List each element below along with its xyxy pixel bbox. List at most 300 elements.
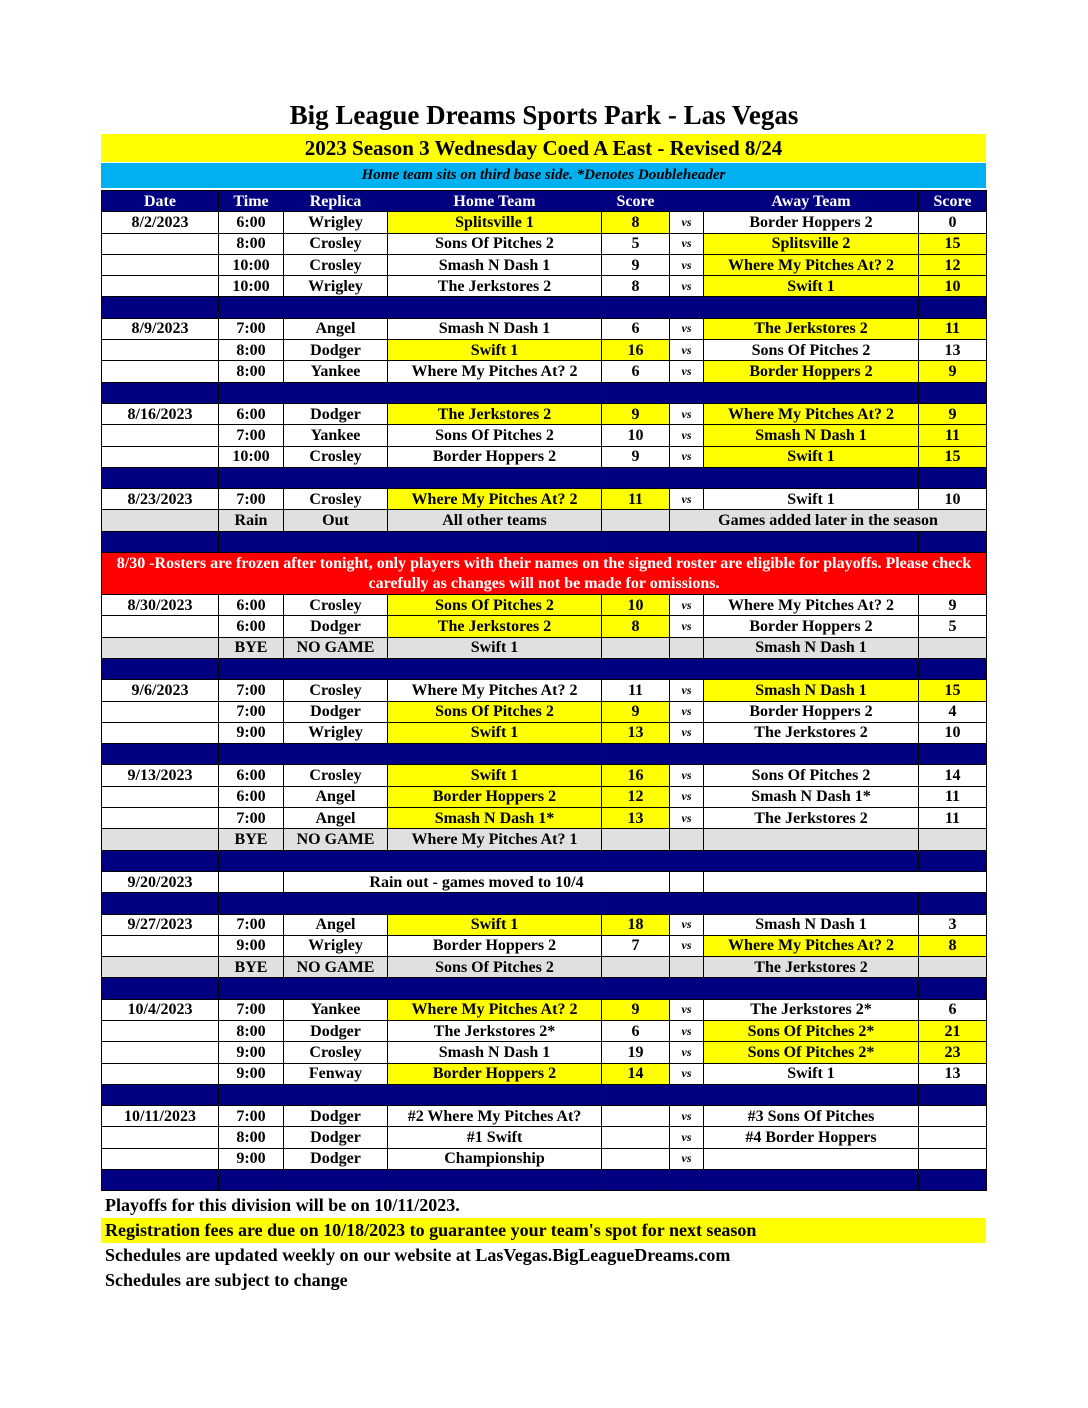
away-team: Smash N Dash 1*: [704, 786, 919, 807]
home-team: The Jerkstores 2: [388, 276, 602, 297]
game-time: 6:00: [219, 786, 284, 807]
home-team-note: Home team sits on third base side. *Denotes Doubleheader: [101, 163, 986, 188]
game-field: Fenway: [284, 1063, 388, 1084]
away-team: Border Hoppers 2: [704, 361, 919, 382]
separator-cell: [704, 850, 919, 871]
separator-cell: [102, 531, 219, 552]
game-field: Crosley: [284, 446, 388, 467]
vs-label: vs: [670, 1148, 704, 1169]
away-score: 3: [919, 914, 987, 935]
separator-cell: [102, 297, 219, 318]
home-score: 11: [602, 489, 670, 510]
game-time: 7:00: [219, 318, 284, 339]
game-time: 8:00: [219, 1020, 284, 1041]
away-team: The Jerkstores 2*: [704, 999, 919, 1020]
separator-cell: [388, 382, 602, 403]
separator-row: [102, 850, 987, 871]
game-time: 7:00: [219, 680, 284, 701]
separator-cell: [670, 1170, 704, 1191]
separator-cell: [704, 297, 919, 318]
separator-cell: [919, 531, 987, 552]
game-date: 8/9/2023: [102, 318, 219, 339]
vs-label: vs: [670, 680, 704, 701]
game-date: [102, 340, 219, 361]
home-team: The Jerkstores 2: [388, 403, 602, 424]
website-note: Schedules are updated weekly on our website at LasVegas.BigLeagueDreams.com: [105, 1245, 731, 1265]
separator-cell: [919, 1084, 987, 1105]
game-time: 7:00: [219, 1106, 284, 1127]
home-team: Where My Pitches At? 2: [388, 999, 602, 1020]
separator-cell: [284, 1170, 388, 1191]
game-date: [102, 361, 219, 382]
home-score: 7: [602, 935, 670, 956]
game-field: Wrigley: [284, 276, 388, 297]
game-time: 10:00: [219, 276, 284, 297]
game-date: [102, 233, 219, 254]
separator-cell: [919, 978, 987, 999]
vs-label: vs: [670, 446, 704, 467]
game-date: [102, 1063, 219, 1084]
empty-cell: [704, 871, 987, 892]
home-score: 6: [602, 361, 670, 382]
game-field: Dodger: [284, 340, 388, 361]
header-home-score: Score: [602, 191, 670, 212]
game-time: 7:00: [219, 914, 284, 935]
separator-cell: [388, 297, 602, 318]
game-time: 10:00: [219, 446, 284, 467]
separator-row: [102, 658, 987, 679]
separator-row: [102, 1084, 987, 1105]
game-date: [102, 786, 219, 807]
separator-cell: [284, 658, 388, 679]
game-row: [102, 340, 987, 361]
game-date: [102, 616, 219, 637]
separator-cell: [670, 531, 704, 552]
vs-label: vs: [670, 403, 704, 424]
home-team: Swift 1: [388, 722, 602, 743]
away-team: Sons Of Pitches 2*: [704, 1020, 919, 1041]
separator-cell: [102, 893, 219, 914]
header-home-team: Home Team: [388, 191, 602, 212]
separator-cell: [670, 850, 704, 871]
game-date: [102, 510, 219, 531]
empty-cell: [919, 829, 987, 850]
vs-label: vs: [670, 999, 704, 1020]
away-team: Swift 1: [704, 276, 919, 297]
header-replica: Replica: [284, 191, 388, 212]
game-time: 8:00: [219, 1127, 284, 1148]
home-score: 19: [602, 1042, 670, 1063]
away-team: Smash N Dash 1: [704, 425, 919, 446]
bye-team-home: Where My Pitches At? 1: [388, 829, 602, 850]
header-away-team: Away Team: [704, 191, 919, 212]
vs-label: vs: [670, 212, 704, 233]
game-date: [102, 1148, 219, 1169]
separator-cell: [602, 744, 670, 765]
game-field: Crosley: [284, 765, 388, 786]
header-vs: [670, 191, 704, 212]
separator-cell: [602, 978, 670, 999]
vs-label: vs: [670, 1127, 704, 1148]
separator-cell: [102, 382, 219, 403]
game-field: Crosley: [284, 595, 388, 616]
vs-label: vs: [670, 914, 704, 935]
separator-cell: [704, 1084, 919, 1105]
separator-cell: [284, 1084, 388, 1105]
away-score: 15: [919, 446, 987, 467]
game-date: [102, 1127, 219, 1148]
game-field: Angel: [284, 808, 388, 829]
separator-cell: [388, 978, 602, 999]
away-team: The Jerkstores 2: [704, 318, 919, 339]
game-time: 8:00: [219, 361, 284, 382]
separator-cell: [284, 531, 388, 552]
registration-note: Registration fees are due on 10/18/2023 to guarantee your team's spot for next season: [101, 1218, 986, 1243]
vs-label: vs: [670, 765, 704, 786]
separator-cell: [602, 382, 670, 403]
game-date: [102, 1042, 219, 1063]
separator-cell: [602, 1084, 670, 1105]
game-row: [102, 765, 987, 786]
schedule-body: [102, 191, 987, 1191]
home-score: [602, 1148, 670, 1169]
away-score: 10: [919, 489, 987, 510]
vs-label: vs: [670, 254, 704, 275]
vs-label: vs: [670, 233, 704, 254]
separator-cell: [670, 382, 704, 403]
away-score: 10: [919, 722, 987, 743]
home-team: Swift 1: [388, 340, 602, 361]
home-team: Border Hoppers 2: [388, 1063, 602, 1084]
empty-cell: [670, 637, 704, 658]
game-row: [102, 1063, 987, 1084]
home-team: #2 Where My Pitches At?: [388, 1106, 602, 1127]
bye-team-away: Smash N Dash 1: [704, 637, 919, 658]
vs-label: vs: [670, 1042, 704, 1063]
game-time: 8:00: [219, 340, 284, 361]
home-team: Sons Of Pitches 2: [388, 595, 602, 616]
bye-team-home: Sons Of Pitches 2: [388, 957, 602, 978]
away-team: Border Hoppers 2: [704, 212, 919, 233]
game-date: [102, 276, 219, 297]
away-score: 11: [919, 425, 987, 446]
separator-cell: [919, 467, 987, 488]
separator-cell: [102, 744, 219, 765]
bye-team-home: Swift 1: [388, 637, 602, 658]
header-date: Date: [102, 191, 219, 212]
home-team: Where My Pitches At? 2: [388, 361, 602, 382]
away-score: 5: [919, 616, 987, 637]
game-field: Wrigley: [284, 212, 388, 233]
away-score: [919, 1148, 987, 1169]
home-team: Sons Of Pitches 2: [388, 425, 602, 446]
bye-row: [102, 957, 987, 978]
game-time: 9:00: [219, 722, 284, 743]
away-score: 11: [919, 786, 987, 807]
home-score: 8: [602, 276, 670, 297]
away-team: Where My Pitches At? 2: [704, 403, 919, 424]
home-team: Border Hoppers 2: [388, 446, 602, 467]
away-team: Swift 1: [704, 446, 919, 467]
game-date: 10/11/2023: [102, 1106, 219, 1127]
game-date: 8/30/2023: [102, 595, 219, 616]
game-date: [102, 935, 219, 956]
header-time: Time: [219, 191, 284, 212]
game-field: Crosley: [284, 1042, 388, 1063]
separator-cell: [219, 1170, 284, 1191]
bye-row: [102, 637, 987, 658]
bye-label: BYE: [219, 637, 284, 658]
away-score: 13: [919, 1063, 987, 1084]
game-row: [102, 446, 987, 467]
separator-cell: [670, 297, 704, 318]
separator-cell: [670, 893, 704, 914]
bye-label: BYE: [219, 829, 284, 850]
bye-row: [102, 829, 987, 850]
game-field: Yankee: [284, 361, 388, 382]
separator-cell: [919, 893, 987, 914]
away-score: 13: [919, 340, 987, 361]
roster-alert-text: 8/30 -Rosters are frozen after tonight, only players with their names on the signed roster are eligible for playoffs. Please check carefully as changes will not be made for omissions.: [102, 553, 987, 595]
home-team: The Jerkstores 2: [388, 616, 602, 637]
game-field: Dodger: [284, 1106, 388, 1127]
game-row: [102, 276, 987, 297]
game-time: 10:00: [219, 254, 284, 275]
away-score: 10: [919, 276, 987, 297]
away-score: 23: [919, 1042, 987, 1063]
empty-cell: [670, 957, 704, 978]
empty-cell: [602, 829, 670, 850]
home-score: 13: [602, 808, 670, 829]
empty-cell: [670, 829, 704, 850]
change-note: Schedules are subject to change: [105, 1270, 348, 1290]
rainout-row: [102, 871, 987, 892]
separator-cell: [284, 382, 388, 403]
game-row: [102, 616, 987, 637]
game-row: [102, 254, 987, 275]
home-score: 9: [602, 254, 670, 275]
away-score: 9: [919, 595, 987, 616]
separator-cell: [919, 297, 987, 318]
separator-cell: [704, 382, 919, 403]
separator-row: [102, 893, 987, 914]
game-field: Crosley: [284, 680, 388, 701]
separator-cell: [388, 467, 602, 488]
season-subtitle: 2023 Season 3 Wednesday Coed A East - Revised 8/24: [101, 134, 986, 162]
separator-cell: [670, 978, 704, 999]
game-field: Angel: [284, 914, 388, 935]
rain-note: Games added later in the season: [670, 510, 987, 531]
separator-cell: [670, 744, 704, 765]
away-score: 0: [919, 212, 987, 233]
rainout-text: Rain out - games moved to 10/4: [284, 871, 670, 892]
no-game-label: NO GAME: [284, 829, 388, 850]
game-date: [102, 829, 219, 850]
separator-row: [102, 1170, 987, 1191]
separator-cell: [284, 850, 388, 871]
separator-cell: [704, 893, 919, 914]
away-team: Sons Of Pitches 2*: [704, 1042, 919, 1063]
page-title: Big League Dreams Sports Park - Las Vegas: [289, 100, 799, 130]
game-time: 7:00: [219, 808, 284, 829]
home-score: 8: [602, 616, 670, 637]
away-team: [704, 1148, 919, 1169]
home-team: The Jerkstores 2*: [388, 1020, 602, 1041]
schedule-table: [101, 190, 987, 1191]
separator-cell: [704, 744, 919, 765]
separator-cell: [388, 658, 602, 679]
separator-cell: [670, 1084, 704, 1105]
separator-cell: [219, 467, 284, 488]
separator-row: [102, 467, 987, 488]
vs-label: vs: [670, 1106, 704, 1127]
separator-cell: [219, 978, 284, 999]
game-row: [102, 318, 987, 339]
game-row: [102, 935, 987, 956]
game-time: 6:00: [219, 403, 284, 424]
game-date: [102, 1020, 219, 1041]
separator-cell: [219, 1084, 284, 1105]
game-time: 9:00: [219, 1042, 284, 1063]
game-date: 9/20/2023: [102, 871, 219, 892]
empty-cell: [602, 510, 670, 531]
separator-cell: [219, 893, 284, 914]
separator-cell: [219, 297, 284, 318]
vs-label: vs: [670, 808, 704, 829]
separator-cell: [919, 382, 987, 403]
separator-cell: [919, 850, 987, 871]
vs-label: vs: [670, 489, 704, 510]
away-team: Splitsville 2: [704, 233, 919, 254]
away-team: The Jerkstores 2: [704, 722, 919, 743]
game-time: 7:00: [219, 489, 284, 510]
game-date: [102, 701, 219, 722]
separator-cell: [219, 531, 284, 552]
game-date: 9/27/2023: [102, 914, 219, 935]
home-score: 13: [602, 722, 670, 743]
game-date: 8/2/2023: [102, 212, 219, 233]
game-date: [102, 425, 219, 446]
away-team: Border Hoppers 2: [704, 701, 919, 722]
separator-cell: [919, 744, 987, 765]
separator-cell: [219, 850, 284, 871]
home-team: Border Hoppers 2: [388, 935, 602, 956]
game-date: [102, 254, 219, 275]
separator-cell: [388, 1084, 602, 1105]
away-score: 8: [919, 935, 987, 956]
home-score: 6: [602, 1020, 670, 1041]
away-team: Border Hoppers 2: [704, 616, 919, 637]
game-row: [102, 361, 987, 382]
bye-team-away: [704, 829, 919, 850]
vs-label: vs: [670, 1063, 704, 1084]
home-team: Where My Pitches At? 2: [388, 489, 602, 510]
home-score: 9: [602, 999, 670, 1020]
home-team: Smash N Dash 1: [388, 318, 602, 339]
away-team: Where My Pitches At? 2: [704, 595, 919, 616]
home-team: Splitsville 1: [388, 212, 602, 233]
game-row: [102, 722, 987, 743]
separator-cell: [284, 467, 388, 488]
game-date: 9/13/2023: [102, 765, 219, 786]
game-row: [102, 425, 987, 446]
away-team: Where My Pitches At? 2: [704, 935, 919, 956]
separator-cell: [602, 893, 670, 914]
rain-row: [102, 510, 987, 531]
game-field: Angel: [284, 318, 388, 339]
away-team: Sons Of Pitches 2: [704, 340, 919, 361]
vs-label: vs: [670, 786, 704, 807]
game-field: Angel: [284, 786, 388, 807]
game-row: [102, 1127, 987, 1148]
separator-cell: [602, 467, 670, 488]
game-row: [102, 489, 987, 510]
away-team: #4 Border Hoppers: [704, 1127, 919, 1148]
vs-label: vs: [670, 318, 704, 339]
vs-label: vs: [670, 425, 704, 446]
empty-cell: [919, 957, 987, 978]
empty-cell: [919, 637, 987, 658]
vs-label: vs: [670, 1020, 704, 1041]
away-score: 14: [919, 765, 987, 786]
separator-cell: [670, 467, 704, 488]
separator-cell: [602, 297, 670, 318]
separator-cell: [284, 978, 388, 999]
separator-cell: [919, 658, 987, 679]
game-date: 9/6/2023: [102, 680, 219, 701]
game-time: 7:00: [219, 425, 284, 446]
home-score: 16: [602, 340, 670, 361]
separator-cell: [284, 744, 388, 765]
game-time: 9:00: [219, 935, 284, 956]
separator-cell: [602, 531, 670, 552]
home-team: Where My Pitches At? 2: [388, 680, 602, 701]
game-time: 6:00: [219, 765, 284, 786]
vs-label: vs: [670, 616, 704, 637]
separator-cell: [388, 1170, 602, 1191]
bye-team-away: The Jerkstores 2: [704, 957, 919, 978]
game-time: 8:00: [219, 233, 284, 254]
playoffs-note: Playoffs for this division will be on 10/11/2023.: [105, 1195, 460, 1215]
home-score: [602, 1106, 670, 1127]
home-team: Sons Of Pitches 2: [388, 701, 602, 722]
home-team: Sons Of Pitches 2: [388, 233, 602, 254]
away-team: Swift 1: [704, 489, 919, 510]
separator-cell: [102, 978, 219, 999]
game-date: [102, 446, 219, 467]
away-score: 15: [919, 233, 987, 254]
game-row: [102, 808, 987, 829]
separator-cell: [102, 658, 219, 679]
game-row: [102, 701, 987, 722]
home-score: [602, 1127, 670, 1148]
away-team: Where My Pitches At? 2: [704, 254, 919, 275]
game-field: Wrigley: [284, 722, 388, 743]
game-row: [102, 680, 987, 701]
home-score: 11: [602, 680, 670, 701]
separator-cell: [670, 658, 704, 679]
away-score: [919, 1127, 987, 1148]
game-date: 8/16/2023: [102, 403, 219, 424]
away-score: [919, 1106, 987, 1127]
vs-label: vs: [670, 701, 704, 722]
separator-cell: [602, 1170, 670, 1191]
home-team: Smash N Dash 1: [388, 254, 602, 275]
game-field: Dodger: [284, 701, 388, 722]
separator-cell: [704, 467, 919, 488]
game-time: 9:00: [219, 1063, 284, 1084]
game-time: 9:00: [219, 1148, 284, 1169]
